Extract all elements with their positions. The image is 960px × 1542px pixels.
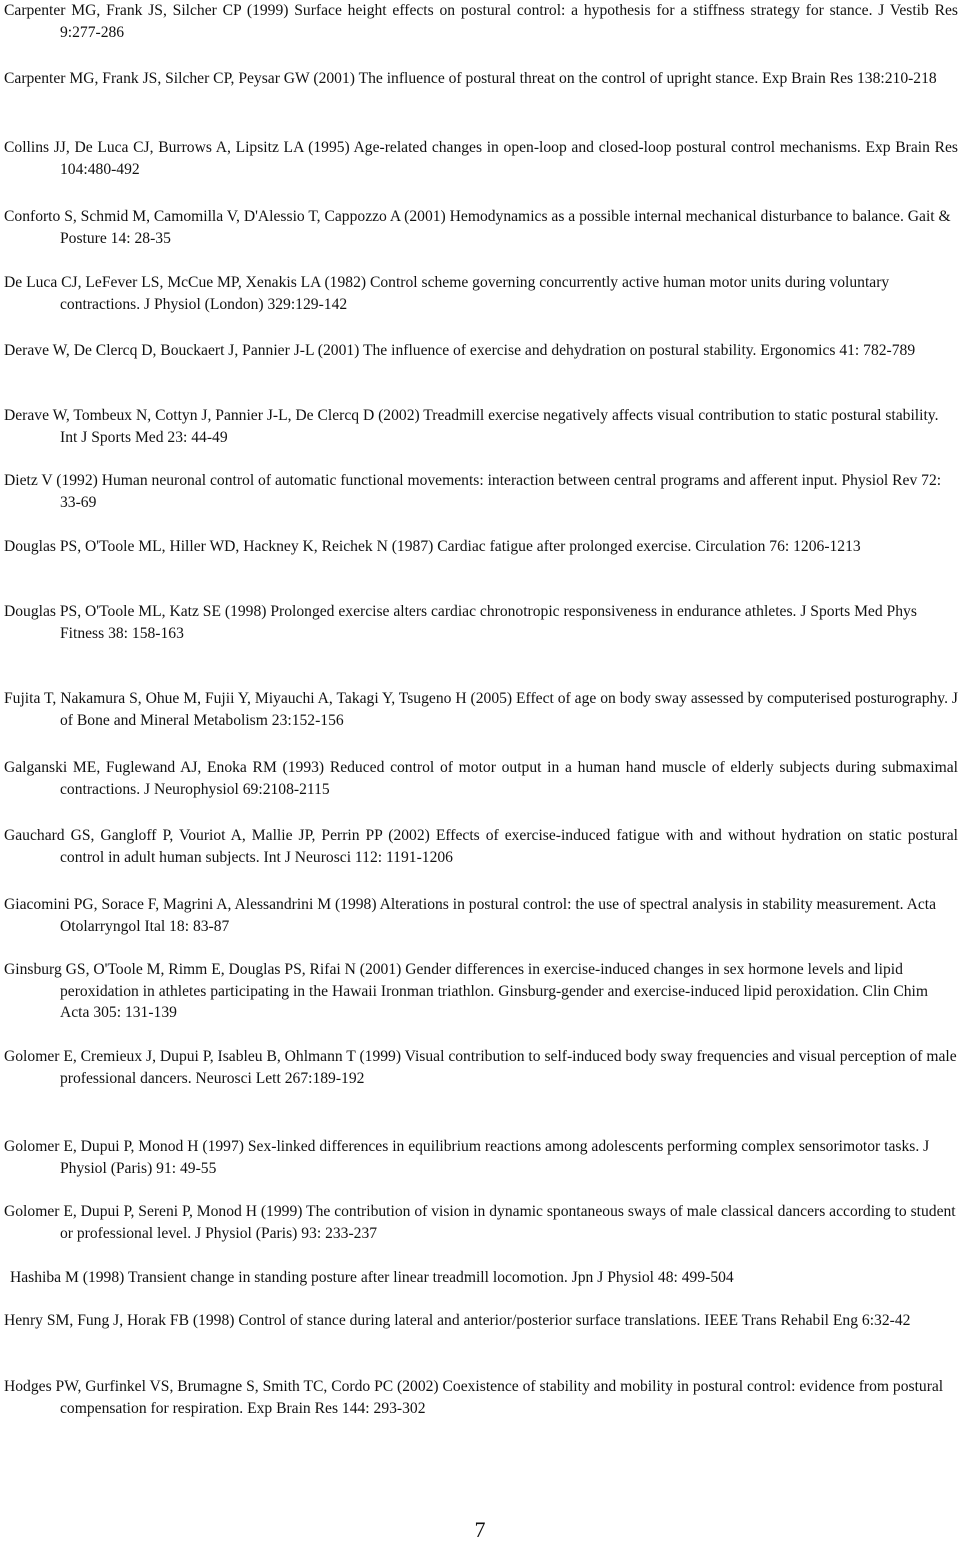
reference-entry: Conforto S, Schmid M, Camomilla V, D'Alessio T, Cappozzo A (2001) Hemodynamics as a possible internal mechanical disturbance to balance. Gait & Posture 14: 28-35 bbox=[4, 208, 951, 247]
reference-entry: Carpenter MG, Frank JS, Silcher CP, Peysar GW (2001) The influence of postural threat on the control of upright stance. Exp Brain Res 138:210-218 bbox=[4, 70, 937, 87]
reference-entry: Ginsburg GS, O'Toole M, Rimm E, Douglas PS, Rifai N (2001) Gender differences in exercise-induced changes in sex hormone levels and lipid peroxidation in athletes participating in the Hawaii Ironman triathlon. Ginsburg-gender and exercise-induced lipid peroxidation. Clin Chim Acta 305: 131-139 bbox=[4, 961, 928, 1021]
reference-entry: Galganski ME, Fuglewand AJ, Enoka RM (1993) Reduced control of motor output in a human hand muscle of elderly subjects during submaximal contractions. J Neurophysiol 69:2108-2115 bbox=[4, 759, 958, 798]
reference-entry: Golomer E, Dupui P, Sereni P, Monod H (1999) The contribution of vision in dynamic spontaneous sways of male classical dancers according to student or professional level. J Physiol (Paris) 93: 233-237 bbox=[4, 1203, 956, 1242]
reference-entry: Carpenter MG, Frank JS, Silcher CP (1999) Surface height effects on postural control: a hypothesis for a stiffness strategy for stance. J Vestib Res 9:277-286 bbox=[4, 2, 958, 41]
reference-entry: Golomer E, Cremieux J, Dupui P, Isableu B, Ohlmann T (1999) Visual contribution to self-induced body sway frequencies and visual perception of male professional dancers. Neurosci Lett 267:189-192 bbox=[4, 1048, 957, 1087]
reference-entry: Giacomini PG, Sorace F, Magrini A, Alessandrini M (1998) Alterations in postural control: the use of spectral analysis in stability measurement. Acta Otolarryngol Ital 18: 83-87 bbox=[4, 896, 937, 935]
reference-entry: Derave W, Tombeux N, Cottyn J, Pannier J-L, De Clercq D (2002) Treadmill exercise negatively affects visual contribution to static postural stability. Int J Sports Med 23: 44-49 bbox=[4, 407, 939, 446]
reference-entry: Dietz V (1992) Human neuronal control of automatic functional movements: interaction between central programs and afferent input. Physiol Rev 72: 33-69 bbox=[4, 472, 942, 511]
reference-entry: Douglas PS, O'Toole ML, Katz SE (1998) Prolonged exercise alters cardiac chronotropic responsiveness in endurance athletes. J Sports Med Phys Fitness 38: 158-163 bbox=[4, 603, 917, 642]
reference-entry: De Luca CJ, LeFever LS, McCue MP, Xenakis LA (1982) Control scheme governing concurrently active human motor units during voluntary contractions. J Physiol (London) 329:129-142 bbox=[4, 274, 890, 313]
reference-entry: Hodges PW, Gurfinkel VS, Brumagne S, Smith TC, Cordo PC (2002) Coexistence of stability and mobility in postural control: evidence from postural compensation for respiration. Exp Brain Res 144: 293-302 bbox=[4, 1378, 944, 1417]
reference-entry: Henry SM, Fung J, Horak FB (1998) Control of stance during lateral and anterior/posterior surface translations. IEEE Trans Rehabil Eng 6:32-42 bbox=[4, 1312, 911, 1329]
reference-entry: Derave W, De Clercq D, Bouckaert J, Pannier J-L (2001) The influence of exercise and dehydration on postural stability. Ergonomics 41: 782-789 bbox=[4, 342, 916, 359]
reference-entry: Douglas PS, O'Toole ML, Hiller WD, Hackney K, Reichek N (1987) Cardiac fatigue after prolonged exercise. Circulation 76: 1206-1213 bbox=[4, 538, 861, 555]
reference-entry: Hashiba M (1998) Transient change in standing posture after linear treadmill locomotion. Jpn J Physiol 48: 499-504 bbox=[10, 1269, 734, 1286]
reference-entry: Collins JJ, De Luca CJ, Burrows A, Lipsitz LA (1995) Age-related changes in open-loop and closed-loop postural control mechanisms. Exp Brain Res 104:480-492 bbox=[4, 139, 958, 178]
reference-entry: Gauchard GS, Gangloff P, Vouriot A, Mallie JP, Perrin PP (2002) Effects of exercise-induced fatigue with and without hydration on static postural control in adult human subjects. Int J Neurosci 112: 1191-1206 bbox=[4, 827, 958, 866]
page-number: 7 bbox=[474, 1517, 486, 1542]
reference-entry: Fujita T, Nakamura S, Ohue M, Fujii Y, Miyauchi A, Takagi Y, Tsugeno H (2005) Effect of age on body sway assessed by computerised posturography. J of Bone and Mineral Metabolism 23:152-156 bbox=[4, 690, 958, 729]
reference-entry: Golomer E, Dupui P, Monod H (1997) Sex-linked differences in equilibrium reactions among adolescents performing complex sensorimotor tasks. J Physiol (Paris) 91: 49-55 bbox=[4, 1138, 930, 1177]
